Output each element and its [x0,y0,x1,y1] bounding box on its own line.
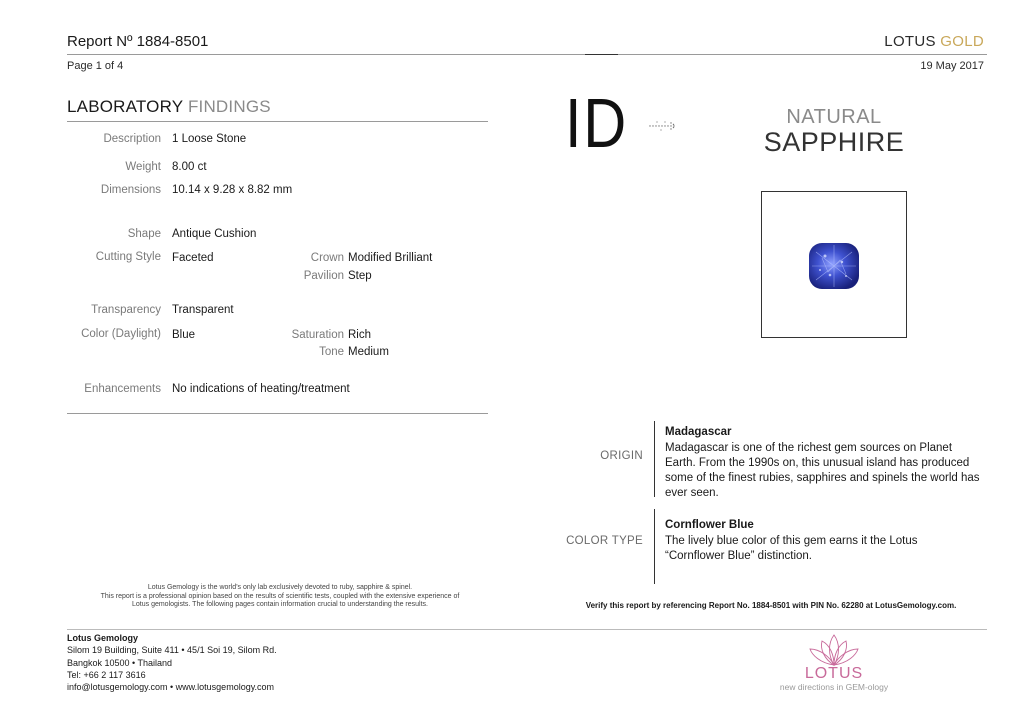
tone-value: Medium [348,346,389,358]
natural-label: NATURAL [786,106,882,128]
verify-note: Verify this report by referencing Report No. 1884-8501 with PIN No. 62280 at LotusGemology.com. [585,601,957,610]
disclaimer [70,584,490,610]
title-light: FINDINGS [187,97,271,116]
color-type-text: The lively blue color of this gem earns it the Lotus “Cornflower Blue” distinction. [665,535,918,562]
id-mark: ID [565,84,628,162]
tone-label: Tone [319,346,344,358]
origin-label: ORIGIN [600,450,643,462]
disclaimer-line-3: Lotus gemologists. The following pages contain information crucial to understanding the results. [132,601,428,608]
contact-links[interactable]: info@lotusgemology.com • www.lotusgemology.com [67,682,275,693]
pavilion-label: Pavilion [303,270,344,282]
page-indicator: Page 1 of 4 [67,60,124,72]
enhancements-value: No indications of heating/treatment [172,383,350,395]
disclaimer-line-1: Lotus Gemology is the world's only lab exclusively devoted to ruby, sapphire & spinel. [147,584,413,591]
telephone: Tel: +66 2 117 3616 [67,669,146,680]
dotted-arrow-icon [648,119,682,133]
dimensions-value: 10.14 x 9.28 x 8.82 mm [172,184,293,196]
section-title [67,97,271,117]
lotus-logo-word: LOTUS [804,665,864,682]
cutting-style-value: Faceted [172,252,214,264]
address-line-1: Silom 19 Building, Suite 411 • 45/1 Soi 19, Silom Rd. [67,645,277,656]
lotus-logo-tagline: new directions in GEM-ology [779,682,889,692]
enhancements-label: Enhancements [84,383,161,395]
weight-label: Weight [125,161,161,173]
footer-divider [67,629,987,630]
address-line-2: Bangkok 10500 • Thailand [67,657,173,668]
section-rule [67,121,488,122]
report-number: Report Nº 1884-8501 [67,33,209,50]
brand-main: LOTUS [884,33,936,50]
brand-name [884,33,984,50]
header-divider-accent [585,54,618,55]
footer-address [67,632,277,693]
shape-value: Antique Cushion [172,228,257,240]
origin-divider [654,421,655,497]
origin-heading: Madagascar [665,426,732,438]
pavilion-value: Step [348,270,372,282]
transparency-label: Transparency [91,304,161,316]
company-name: Lotus Gemology [67,633,139,643]
color-type-label: COLOR TYPE [566,535,643,547]
color-value: Blue [172,329,196,341]
description-label: Description [103,133,161,145]
species-label: SAPPHIRE [763,127,905,157]
saturation-label: Saturation [291,329,344,341]
color-type-heading: Cornflower Blue [665,519,754,531]
title-main: LABORATORY [67,97,184,116]
dimensions-label: Dimensions [100,184,161,196]
brand-accent: GOLD [940,33,984,50]
report-date: 19 May 2017 [920,60,984,72]
color-type-divider [654,509,655,584]
shape-label: Shape [127,228,161,240]
lotus-flower-icon [806,633,862,667]
cutting-style-label: Cutting Style [95,251,161,263]
crown-value: Modified Brilliant [348,252,433,264]
crown-label: Crown [310,252,344,264]
color-label: Color (Daylight) [81,328,161,340]
header-divider [67,54,987,55]
saturation-value: Rich [348,329,372,341]
transparency-value: Transparent [172,304,234,316]
disclaimer-line-2: This report is a professional opinion based on the results of scientific tests, coupled with the extensive experience of [100,592,460,600]
description-value: 1 Loose Stone [172,133,247,145]
section-rule-bottom [67,413,488,414]
weight-value: 8.00 ct [172,161,207,173]
sapphire-gem-image [808,242,860,290]
origin-text: Madagascar is one of the richest gem sources on Planet Earth. From the 1990s on, this unusual island has produced some of the finest rubies, sapphires and spinels the world has ever seen. [665,442,980,499]
